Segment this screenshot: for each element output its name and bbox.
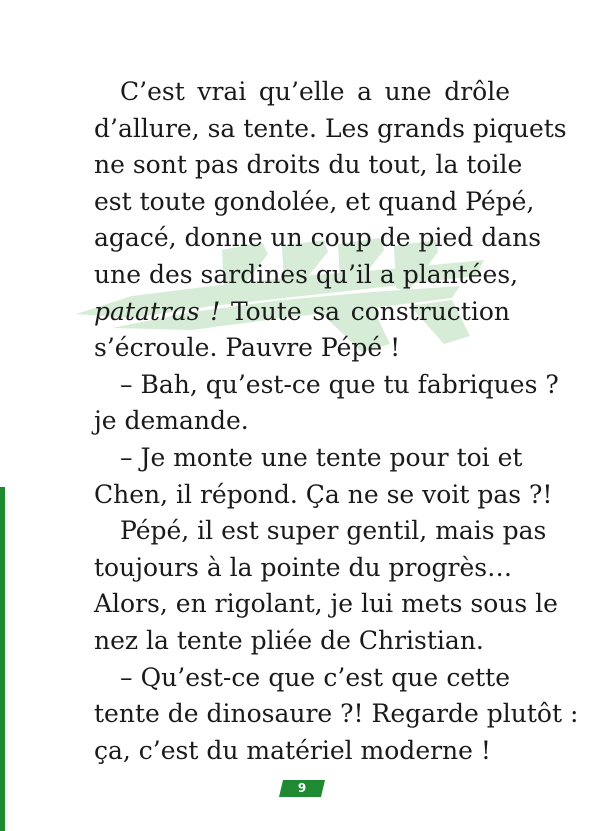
page-body-text <box>94 74 579 769</box>
text-line: Alors, en rigolant, je lui mets sous le <box>94 589 558 619</box>
text-line: Chen, il répond. Ça ne se voit pas ?! <box>94 479 553 509</box>
text-line: ne sont pas droits du tout, la toile <box>94 150 523 180</box>
italic-exclamation: patatras ! <box>94 296 221 326</box>
page-number-tab <box>279 780 325 797</box>
text-line: nez la tente pliée de Christian. <box>94 625 484 655</box>
text-line: une des sardines qu’il a plantées, <box>94 259 519 289</box>
text-line: est toute gondolée, et quand Pépé, <box>94 186 535 216</box>
text-line: tente de dinosaure ?! Regarde plutôt : <box>94 699 579 729</box>
text-line: je demande. <box>94 406 249 436</box>
text-line: s’écroule. Pauvre Pépé ! <box>94 333 401 363</box>
dialogue-line: – Qu’est-ce que c’est que cette <box>120 662 510 692</box>
page-number: 9 <box>297 781 307 795</box>
text-line: Pépé, il est super gentil, mais pas <box>120 516 547 546</box>
dialogue-line: – Je monte une tente pour toi et <box>120 442 523 472</box>
text-line: toujours à la pointe du progrès… <box>94 552 513 582</box>
dialogue-line: – Bah, qu’est-ce que tu fabriques ? <box>120 369 559 399</box>
text-line: ça, c’est du matériel moderne ! <box>94 735 491 765</box>
page-edge-marker <box>0 487 5 831</box>
text-line: agacé, donne un coup de pied dans <box>94 223 542 253</box>
text-line: C’est vrai qu’elle a une drôle <box>120 77 510 106</box>
text-fragment: Toute sa construction <box>220 296 510 326</box>
text-line <box>94 294 510 331</box>
text-line: d’allure, sa tente. Les grands piquets <box>94 113 567 143</box>
